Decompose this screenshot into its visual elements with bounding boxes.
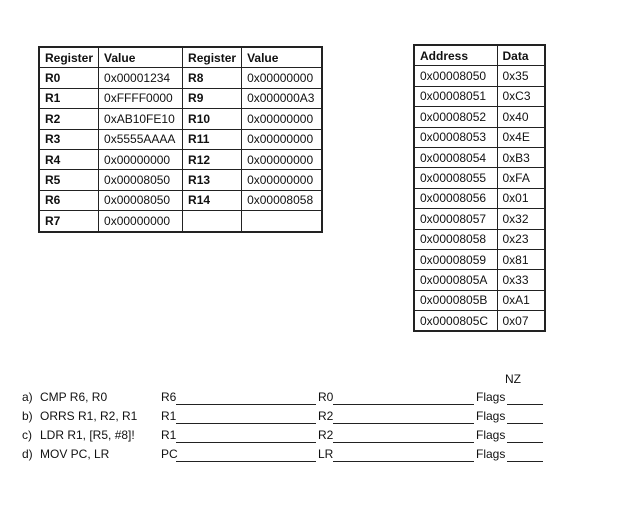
- answer-blank-1[interactable]: [176, 423, 316, 424]
- question-instruction: MOV PC, LR: [40, 447, 110, 461]
- register-name-cell: R10: [183, 109, 242, 129]
- table-row: [414, 127, 545, 147]
- register-name-cell: R9: [183, 88, 242, 108]
- table-row: [39, 211, 322, 232]
- register-name-cell: R5: [39, 170, 99, 190]
- register-value-cell: 0xAB10FE10: [99, 109, 183, 129]
- register-name-cell: R12: [183, 149, 242, 169]
- question-instruction: LDR R1, [R5, #8]!: [40, 428, 135, 442]
- table-row: [414, 107, 545, 127]
- question-register-1: R1: [161, 428, 177, 442]
- address-cell: 0x00008056: [414, 188, 497, 208]
- table-row: [39, 190, 322, 210]
- register-value-cell: 0x000000A3: [242, 88, 322, 108]
- register-name-cell: R11: [183, 129, 242, 149]
- table-row: [414, 168, 545, 188]
- answer-blank-1[interactable]: [176, 442, 316, 443]
- flags-blank[interactable]: [507, 442, 543, 443]
- table-row: [39, 149, 322, 169]
- table-row: [414, 66, 545, 86]
- answer-blank-1[interactable]: [176, 461, 316, 462]
- question-instruction: ORRS R1, R2, R1: [40, 409, 138, 423]
- address-cell: 0x00008059: [414, 249, 497, 269]
- table-row: [39, 170, 322, 190]
- table-row: [39, 88, 322, 108]
- register-value-cell: 0x00000000: [242, 170, 322, 190]
- register-table: [38, 46, 323, 233]
- register-value-cell: 0x00000000: [242, 109, 322, 129]
- data-cell: 0xA1: [497, 290, 545, 310]
- table-row: [39, 68, 322, 88]
- question-flags-label: Flags: [476, 409, 506, 423]
- header-data: Data: [497, 45, 545, 66]
- answer-blank-1[interactable]: [176, 404, 316, 405]
- flags-blank[interactable]: [507, 404, 543, 405]
- answer-blank-2[interactable]: [333, 423, 474, 424]
- address-cell: 0x00008057: [414, 209, 497, 229]
- question-letter: c): [22, 428, 32, 442]
- table-row: [414, 188, 545, 208]
- question-instruction: CMP R6, R0: [40, 390, 108, 404]
- register-name-cell: R8: [183, 68, 242, 88]
- data-cell: 0x23: [497, 229, 545, 249]
- question-register-1: R1: [161, 409, 177, 423]
- register-value-cell: 0x00000000: [242, 68, 322, 88]
- register-name-cell: R7: [39, 211, 99, 232]
- address-cell: 0x00008050: [414, 66, 497, 86]
- register-value-cell: 0x5555AAAA: [99, 129, 183, 149]
- table-row: [414, 311, 545, 332]
- table-row: [414, 229, 545, 249]
- question-letter: a): [22, 390, 33, 404]
- register-table-header: [39, 47, 322, 68]
- register-value-cell: 0x00000000: [99, 149, 183, 169]
- memory-table-header: [414, 45, 545, 66]
- answer-blank-2[interactable]: [333, 442, 474, 443]
- question-letter: d): [22, 447, 33, 461]
- table-row: [414, 249, 545, 269]
- data-cell: 0x40: [497, 107, 545, 127]
- table-row: [39, 109, 322, 129]
- answer-blank-2[interactable]: [333, 404, 474, 405]
- register-value-cell: 0x00000000: [242, 129, 322, 149]
- header-register-1: Register: [39, 47, 99, 68]
- register-name-cell: [183, 211, 242, 232]
- table-row: [414, 290, 545, 310]
- table-row: [414, 86, 545, 106]
- register-name-cell: R0: [39, 68, 99, 88]
- table-row: [414, 209, 545, 229]
- flags-blank[interactable]: [507, 423, 543, 424]
- flags-blank[interactable]: [507, 461, 543, 462]
- table-row: [414, 270, 545, 290]
- address-cell: 0x00008052: [414, 107, 497, 127]
- register-value-cell: 0x00008050: [99, 170, 183, 190]
- question-register-2: R2: [318, 428, 334, 442]
- data-cell: 0xB3: [497, 147, 545, 167]
- register-value-cell: 0x00000000: [242, 149, 322, 169]
- table-row: [39, 129, 322, 149]
- register-name-cell: R3: [39, 129, 99, 149]
- header-value-1: Value: [99, 47, 183, 68]
- flags-header: NZ: [505, 372, 521, 386]
- register-name-cell: R2: [39, 109, 99, 129]
- question-letter: b): [22, 409, 33, 423]
- data-cell: 0x01: [497, 188, 545, 208]
- register-value-cell: 0x00008058: [242, 190, 322, 210]
- register-name-cell: R6: [39, 190, 99, 210]
- question-register-2: R0: [318, 390, 334, 404]
- data-cell: 0x35: [497, 66, 545, 86]
- question-register-2: LR: [318, 447, 334, 461]
- address-cell: 0x00008058: [414, 229, 497, 249]
- register-name-cell: R1: [39, 88, 99, 108]
- address-cell: 0x00008055: [414, 168, 497, 188]
- address-cell: 0x0000805C: [414, 311, 497, 332]
- register-value-cell: 0x00001234: [99, 68, 183, 88]
- table-row: [414, 147, 545, 167]
- register-value-cell: 0x00008050: [99, 190, 183, 210]
- address-cell: 0x0000805B: [414, 290, 497, 310]
- data-cell: 0xFA: [497, 168, 545, 188]
- header-register-2: Register: [183, 47, 242, 68]
- register-value-cell: [242, 211, 322, 232]
- data-cell: 0x4E: [497, 127, 545, 147]
- address-cell: 0x00008054: [414, 147, 497, 167]
- register-name-cell: R14: [183, 190, 242, 210]
- answer-blank-2[interactable]: [333, 461, 474, 462]
- register-value-cell: 0xFFFF0000: [99, 88, 183, 108]
- address-cell: 0x00008053: [414, 127, 497, 147]
- question-flags-label: Flags: [476, 390, 506, 404]
- question-register-2: R2: [318, 409, 334, 423]
- header-address: Address: [414, 45, 497, 66]
- question-register-1: PC: [161, 447, 178, 461]
- register-value-cell: 0x00000000: [99, 211, 183, 232]
- memory-table: [413, 44, 546, 332]
- header-value-2: Value: [242, 47, 322, 68]
- question-flags-label: Flags: [476, 447, 506, 461]
- data-cell: 0x33: [497, 270, 545, 290]
- register-name-cell: R4: [39, 149, 99, 169]
- address-cell: 0x0000805A: [414, 270, 497, 290]
- data-cell: 0x81: [497, 249, 545, 269]
- question-register-1: R6: [161, 390, 177, 404]
- question-flags-label: Flags: [476, 428, 506, 442]
- data-cell: 0x07: [497, 311, 545, 332]
- register-name-cell: R13: [183, 170, 242, 190]
- address-cell: 0x00008051: [414, 86, 497, 106]
- data-cell: 0x32: [497, 209, 545, 229]
- data-cell: 0xC3: [497, 86, 545, 106]
